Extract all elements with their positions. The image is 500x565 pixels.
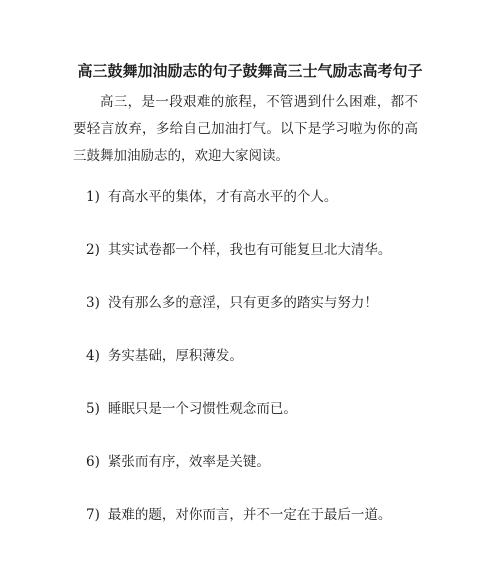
list-item (86, 398, 426, 451)
item-number: 3) (86, 295, 100, 311)
item-number: 1) (86, 189, 100, 205)
item-number: 6) (86, 454, 100, 470)
list-item (86, 451, 426, 504)
item-text: 没有那么多的意淫，只有更多的踏实与努力！ (107, 295, 378, 311)
list-item (86, 345, 426, 398)
item-text: 睡眠只是一个习惯性观念而已。 (107, 401, 297, 417)
list-item (86, 292, 426, 345)
item-text: 其实试卷都一个样，我也有可能复旦北大清华。 (107, 242, 392, 258)
item-text: 有高水平的集体，才有高水平的个人。 (107, 189, 338, 205)
list-item (86, 504, 426, 557)
list-item (86, 239, 426, 292)
item-number: 2) (86, 242, 100, 258)
item-text: 紧张而有序，效率是关键。 (107, 454, 270, 470)
document-title: 高三鼓舞加油励志的句子鼓舞高三士气励志高考句子 (77, 62, 423, 80)
item-number: 5) (86, 401, 100, 417)
item-text: 务实基础，厚积薄发。 (107, 348, 243, 364)
item-text: 最难的题，对你而言，并不一定在于最后一道。 (107, 507, 392, 523)
item-number: 4) (86, 348, 100, 364)
intro-paragraph: 高三，是一段艰难的旅程，不管遇到什么困难，都不要轻言放弃，多给自己加油打气。以下是学习啦为你的高三鼓舞加油励志的，欢迎大家阅读。 (73, 94, 418, 164)
item-number: 7) (86, 507, 100, 523)
quote-list (86, 186, 426, 557)
list-item (86, 186, 426, 239)
